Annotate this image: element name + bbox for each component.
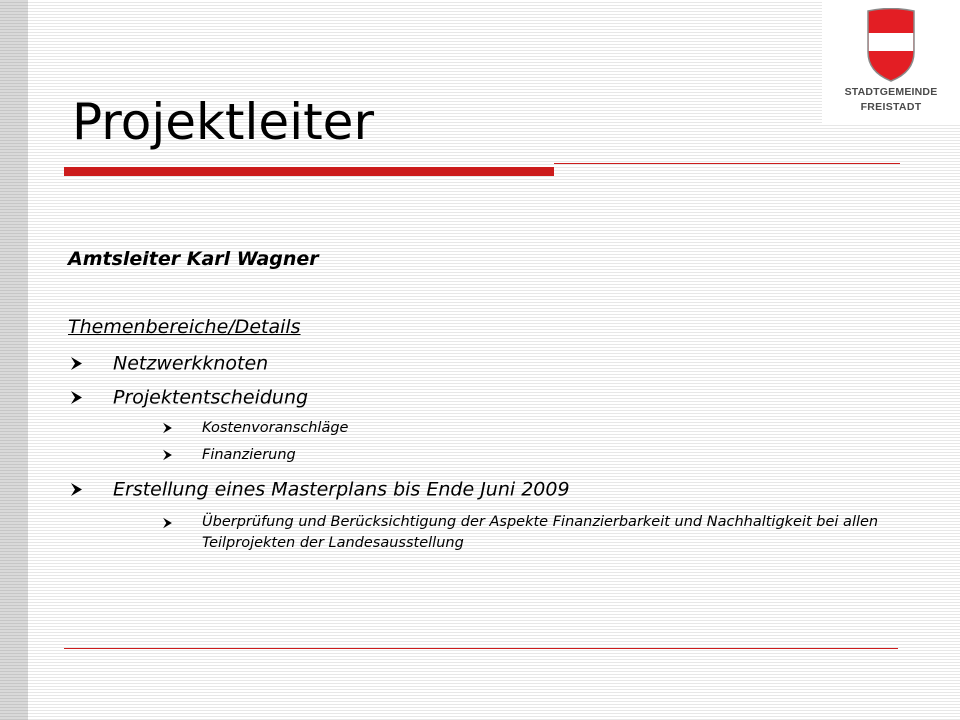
bullet-item <box>70 386 308 409</box>
title-underline-thin <box>554 163 900 164</box>
bullet-text: Erstellung eines Masterplans bis Ende Juni 2009 <box>113 478 570 501</box>
arrow-bullet-icon <box>162 422 173 434</box>
bullet-text: Projektentscheidung <box>113 386 309 409</box>
slide-title: Projektleiter <box>72 93 375 151</box>
sub-bullet-item <box>162 447 296 463</box>
arrow-bullet-icon <box>162 517 173 529</box>
sub-bullet-text: Überprüfung und Berücksichtigung der Aspekte Finanzierbarkeit und Nachhaltigkeit bei allen Teilprojekten der Landesausstellung <box>202 514 879 551</box>
arrow-bullet-icon <box>162 449 173 461</box>
arrow-bullet-icon <box>70 482 83 497</box>
title-underline-thick <box>64 167 554 176</box>
coat-of-arms-icon <box>864 8 918 84</box>
content-subheading: Themenbereiche/Details <box>68 316 301 338</box>
sub-bullet-item <box>162 512 922 554</box>
sub-bullet-text: Kostenvoranschläge <box>202 420 349 436</box>
bottom-divider <box>64 648 898 649</box>
bullet-text: Netzwerkknoten <box>113 352 269 375</box>
logo-text-line1: STADTGEMEINDE <box>844 86 938 98</box>
bullet-item <box>70 478 570 501</box>
sub-bullet-item <box>162 420 348 436</box>
arrow-bullet-icon <box>70 390 83 405</box>
content-heading: Amtsleiter Karl Wagner <box>68 248 319 270</box>
arrow-bullet-icon <box>70 356 83 371</box>
logo-text-line2: FREISTADT <box>860 101 922 113</box>
bullet-item <box>70 352 268 375</box>
sub-bullet-text: Finanzierung <box>202 447 296 463</box>
left-decorative-band <box>0 0 28 720</box>
stadtgemeinde-freistadt-logo <box>822 0 960 124</box>
